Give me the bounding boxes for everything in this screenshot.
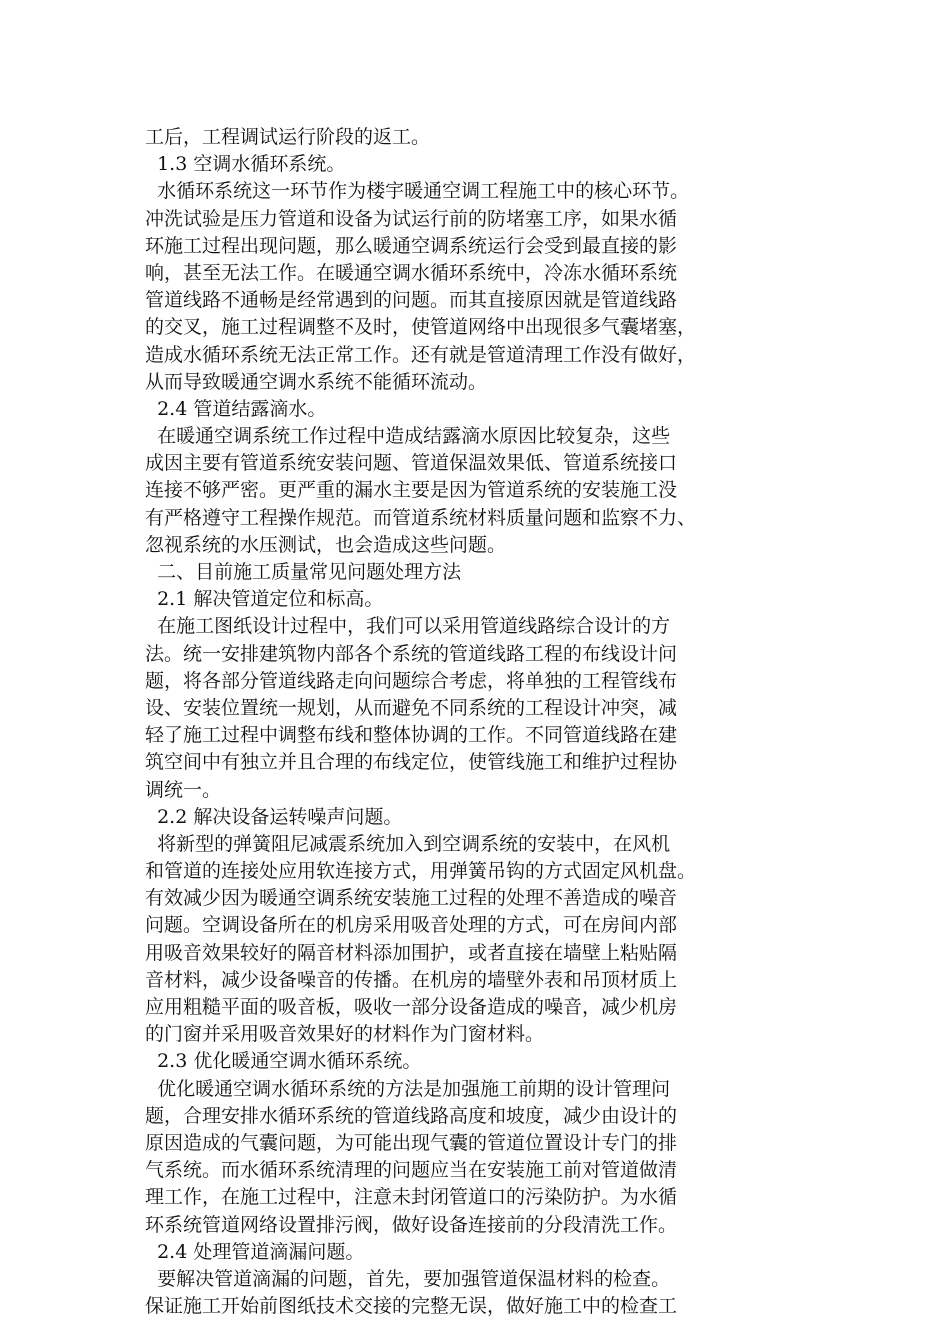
text-line: 忽视系统的水压测试，也会造成这些问题。 [145, 533, 507, 556]
text-line: 有严格遵守工程操作规范。而管道系统材料质量问题和监察不力、 [145, 506, 697, 529]
text-line: 成因主要有管道系统安装问题、管道保温效果低、管道系统接口 [145, 452, 678, 475]
text-line: 应用粗糙平面的吸音板，吸收一部分设备造成的噪音，减少机房 [145, 996, 678, 1018]
text-line: 在暖通空调系统工作过程中造成结露滴水原因比较复杂，这些 [145, 425, 671, 448]
text-line: 环系统管道网络设置排污阀，做好设备连接前的分段清洗工作。 [145, 1213, 678, 1236]
text-line: 问题。空调设备所在的机房采用吸音处理的方式，可在房间内部 [145, 914, 678, 937]
text-line: 轻了施工过程中调整布线和整体协调的工作。不同管道线路在建 [145, 724, 678, 747]
text-line: 理工作，在施工过程中，注意未封闭管道口的污染防护。为水循 [145, 1186, 678, 1209]
text-line: 筑空间中有独立并且合理的布线定位，使管线施工和维护过程协 [145, 751, 678, 774]
text-line: 工后，工程调试运行阶段的返工。 [145, 126, 431, 148]
text-line: 题，合理安排水循环系统的管道线路高度和坡度，减少由设计的 [145, 1104, 678, 1127]
section-heading: 1.3 空调水循环系统。 [145, 153, 346, 176]
document-page [145, 124, 810, 1320]
text-line: 的门窗并采用吸音效果好的材料作为门窗材料。 [145, 1023, 545, 1046]
section-heading: 2.2 解决设备运转噪声问题。 [145, 805, 403, 828]
text-line: 要解决管道滴漏的问题，首先，要加强管道保温材料的检查。 [145, 1267, 671, 1290]
text-line: 和管道的连接处应用软连接方式，用弹簧吊钩的方式固定风机盘。 [145, 860, 697, 883]
text-line: 法。统一安排建筑物内部各个系统的管道线路工程的布线设计问 [145, 642, 678, 665]
text-line: 保证施工开始前图纸技术交接的完整无误，做好施工中的检查工 [145, 1295, 678, 1318]
text-line: 将新型的弹簧阻尼减震系统加入到空调系统的安装中，在风机 [145, 832, 671, 855]
text-line: 优化暖通空调水循环系统的方法是加强施工前期的设计管理问 [145, 1077, 671, 1100]
text-line: 设、安装位置统一规划，从而避免不同系统的工程设计冲突，减 [145, 696, 678, 719]
text-line: 环施工过程出现问题，那么暖通空调系统运行会受到最直接的影 [145, 234, 678, 257]
text-line: 管道线路不通畅是经常遇到的问题。而其直接原因就是管道线路 [145, 289, 678, 312]
text-line: 连接不够严密。更严重的漏水主要是因为管道系统的安装施工没 [145, 479, 678, 502]
text-line: 气系统。而水循环系统清理的问题应当在安装施工前对管道做清 [145, 1159, 678, 1182]
text-line: 响，甚至无法工作。在暖通空调水循环系统中，冷冻水循环系统 [145, 261, 678, 284]
text-line: 用吸音效果较好的隔音材料添加围护，或者直接在墙壁上粘贴隔 [145, 941, 678, 964]
text-line: 的交叉，施工过程调整不及时，使管道网络中出现很多气囊堵塞， [145, 316, 697, 339]
section-heading: 2.1 解决管道定位和标高。 [145, 588, 384, 611]
text-line: 调统一。 [145, 778, 222, 801]
text-line: 造成水循环系统无法正常工作。还有就是管道清理工作没有做好， [145, 343, 697, 366]
section-heading: 2.4 处理管道滴漏问题。 [145, 1240, 365, 1263]
text-line: 题，将各部分管道线路走向问题综合考虑，将单独的工程管线布 [145, 669, 678, 692]
text-line: 从而导致暖通空调水系统不能循环流动。 [145, 370, 488, 393]
section-heading: 2.3 优化暖通空调水循环系统。 [145, 1050, 422, 1073]
section-heading: 2.4 管道结露滴水。 [145, 397, 327, 420]
text-line: 有效减少因为暖通空调系统安装施工过程的处理不善造成的噪音 [145, 887, 678, 910]
text-line: 水循环系统这一环节作为楼宇暖通空调工程施工中的核心环节。 [145, 180, 690, 203]
text-line: 原因造成的气囊问题，为可能出现气囊的管道位置设计专门的排 [145, 1131, 678, 1154]
text-line: 冲洗试验是压力管道和设备为试运行前的防堵塞工序，如果水循 [145, 207, 678, 230]
text-line: 在施工图纸设计过程中，我们可以采用管道线路综合设计的方 [145, 615, 671, 638]
text-line: 音材料，减少设备噪音的传播。在机房的墙壁外表和吊顶材质上 [145, 968, 678, 991]
chapter-heading: 二、目前施工质量常见问题处理方法 [145, 561, 462, 583]
